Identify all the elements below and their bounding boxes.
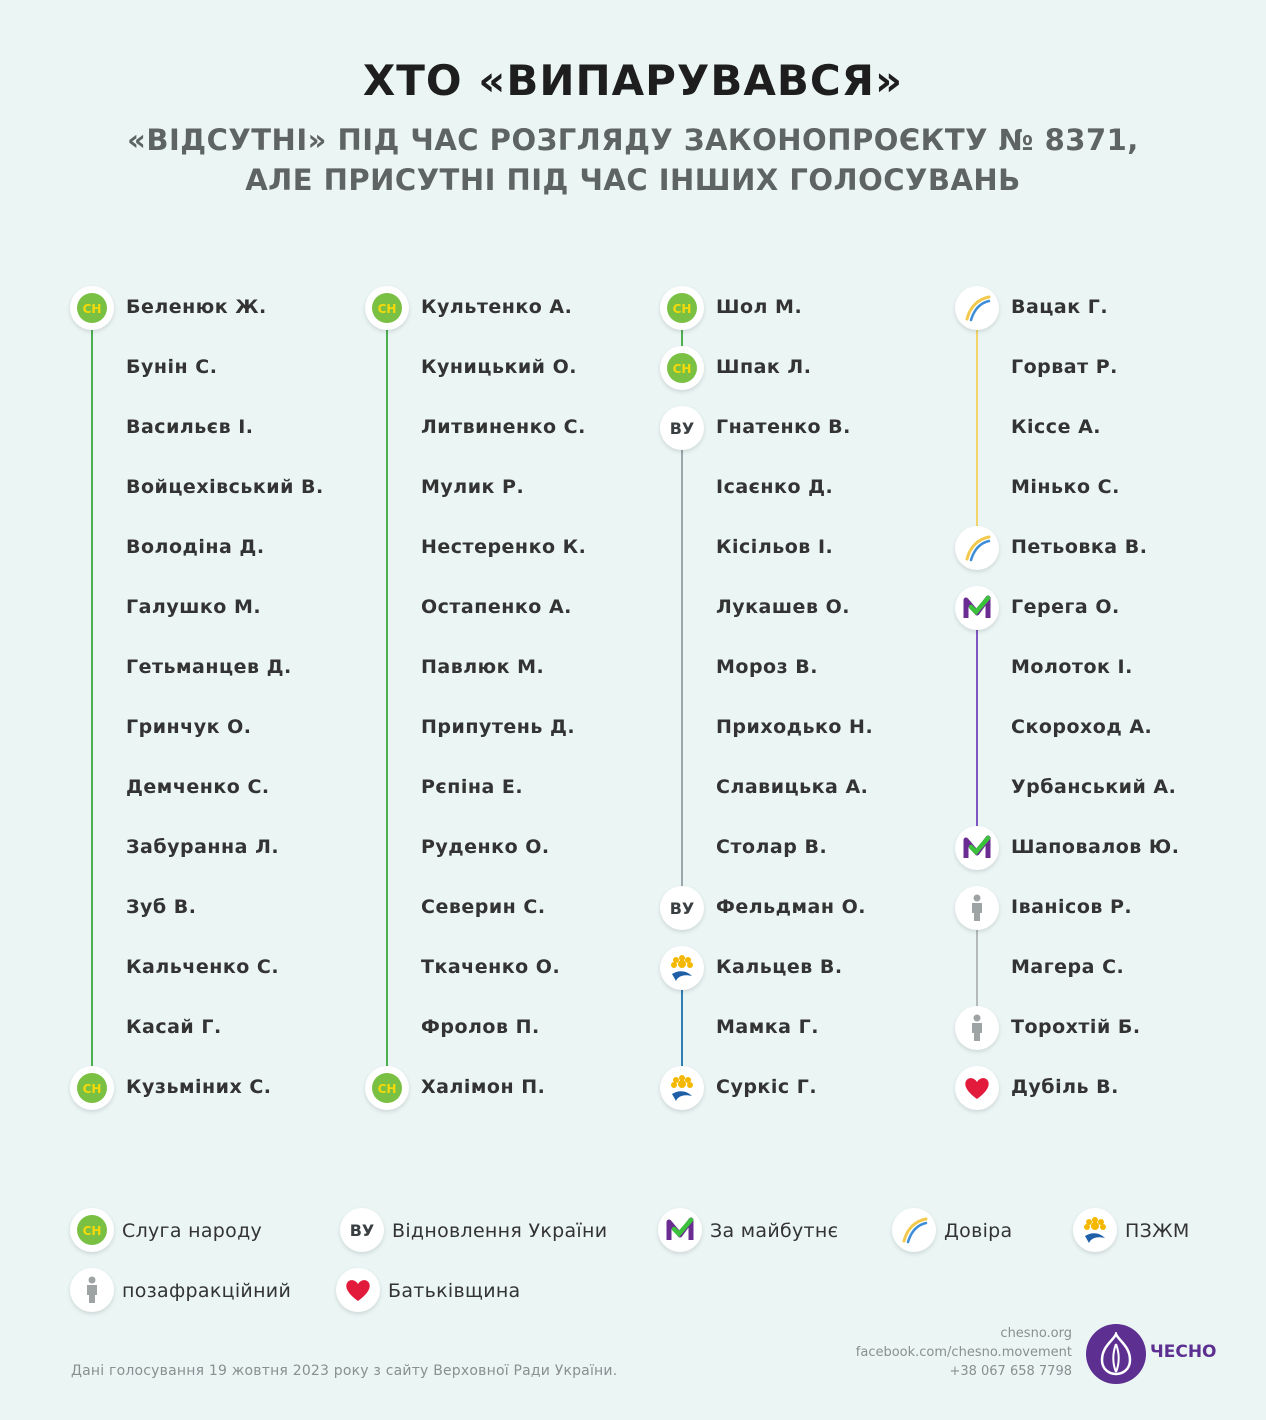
member-row	[660, 998, 950, 1058]
member-name: Фролов П.	[421, 1016, 540, 1038]
member-row	[365, 938, 655, 998]
members-column-2	[365, 278, 655, 1118]
party-dovira-icon	[892, 1208, 936, 1252]
member-name: Столар В.	[716, 836, 828, 858]
member-row	[660, 338, 950, 398]
member-row	[365, 878, 655, 938]
member-name: Мороз В.	[716, 656, 818, 678]
contacts	[856, 1324, 1072, 1381]
member-row	[660, 278, 950, 338]
member-row	[955, 278, 1245, 338]
facebook-link[interactable]: facebook.com/chesno.movement	[855, 1345, 1072, 1360]
party-vidnovlennia-icon	[340, 1208, 384, 1252]
member-row	[365, 698, 655, 758]
svg-text:СН: СН	[82, 1082, 102, 1096]
member-row	[660, 818, 950, 878]
member-name: Кіссе А.	[1011, 416, 1101, 438]
legend-label: позафракційний	[122, 1280, 292, 1302]
member-name: Володіна Д.	[126, 536, 265, 558]
member-name: Демченко С.	[126, 776, 270, 798]
legend-label: ПЗЖМ	[1125, 1220, 1190, 1242]
member-row	[955, 578, 1245, 638]
member-name: Остапенко А.	[421, 596, 572, 618]
member-row	[660, 518, 950, 578]
legend-label: За майбутнє	[710, 1220, 839, 1242]
party-sluha-icon	[70, 1066, 114, 1110]
svg-text:СН: СН	[82, 302, 102, 316]
member-name: Забуранна Л.	[126, 836, 280, 858]
party-pozafraktsiinyi-icon	[955, 886, 999, 930]
member-name: Гринчук О.	[126, 716, 252, 738]
member-row	[660, 578, 950, 638]
party-sluha-icon	[365, 286, 409, 330]
member-name: Гнатенко В.	[716, 416, 851, 438]
party-batkivshchyna-icon	[955, 1066, 999, 1110]
party-sluha-icon	[660, 286, 704, 330]
member-name: Бунін С.	[126, 356, 218, 378]
member-row	[955, 878, 1245, 938]
legend-label: Батьківщина	[388, 1280, 521, 1302]
party-vidnovlennia-icon	[660, 406, 704, 450]
member-name: Петьовка В.	[1011, 536, 1148, 558]
party-sluha-icon	[70, 286, 114, 330]
member-row	[365, 278, 655, 338]
site-link[interactable]: chesno.org	[1000, 1326, 1072, 1341]
member-name: Скороход А.	[1011, 716, 1153, 738]
legend-label: Довіра	[944, 1220, 1013, 1242]
member-name: Нестеренко К.	[421, 536, 587, 558]
member-row	[660, 938, 950, 998]
member-name: Галушко М.	[126, 596, 262, 618]
member-name: Урбанський А.	[1011, 776, 1177, 798]
member-row	[365, 638, 655, 698]
member-row	[955, 638, 1245, 698]
logo-text: ЧЕСНО	[1150, 1342, 1217, 1362]
party-za-maibutnie-icon	[955, 586, 999, 630]
chesno-logo-icon	[1086, 1324, 1146, 1384]
member-row	[70, 398, 360, 458]
member-row	[955, 818, 1245, 878]
member-name: Ткаченко О.	[421, 956, 561, 978]
svg-text:ВУ: ВУ	[669, 419, 695, 438]
member-row	[70, 518, 360, 578]
svg-text:СН: СН	[672, 362, 692, 376]
svg-text:СН: СН	[672, 302, 692, 316]
member-row	[660, 1058, 950, 1118]
member-row	[365, 998, 655, 1058]
member-name: Касай Г.	[126, 1016, 222, 1038]
member-name: Кісільов І.	[716, 536, 834, 558]
member-row	[660, 398, 950, 458]
member-name: Беленюк Ж.	[126, 296, 267, 318]
member-name: Руденко О.	[421, 836, 550, 858]
phone-number: +38 067 658 7798	[949, 1364, 1072, 1379]
party-batkivshchyna-icon	[336, 1268, 380, 1312]
member-name: Приходько Н.	[716, 716, 874, 738]
member-name: Васильєв І.	[126, 416, 254, 438]
member-name: Лукашев О.	[716, 596, 850, 618]
member-name: Славицька А.	[716, 776, 869, 798]
member-name: Суркіс Г.	[716, 1076, 818, 1098]
member-row	[955, 698, 1245, 758]
member-row	[955, 1058, 1245, 1118]
member-row	[365, 518, 655, 578]
member-row	[365, 1058, 655, 1118]
page-subtitle	[0, 120, 1266, 200]
member-row	[955, 518, 1245, 578]
member-row	[955, 398, 1245, 458]
member-name: Кальцев В.	[716, 956, 843, 978]
party-za-maibutnie-icon	[658, 1208, 702, 1252]
member-name: Вацак Г.	[1011, 296, 1109, 318]
member-row	[70, 578, 360, 638]
page-title: ХТО «ВИПАРУВАВСЯ»	[362, 56, 904, 105]
member-name: Войцехівський В.	[126, 476, 324, 498]
member-row	[955, 338, 1245, 398]
member-name: Кальченко С.	[126, 956, 280, 978]
member-row	[365, 458, 655, 518]
member-name: Горват Р.	[1011, 356, 1118, 378]
member-name: Литвиненко С.	[421, 416, 586, 438]
member-name: Магера С.	[1011, 956, 1125, 978]
member-row	[955, 758, 1245, 818]
members-column-1	[70, 278, 360, 1118]
member-row	[955, 998, 1245, 1058]
member-name: Шпак Л.	[716, 356, 812, 378]
member-name: Павлюк М.	[421, 656, 545, 678]
party-pzzhm-icon	[1073, 1208, 1117, 1252]
svg-text:ВУ: ВУ	[349, 1221, 375, 1240]
subtitle-line-2: АЛЕ ПРИСУТНІ ПІД ЧАС ІНШИХ ГОЛОСУВАНЬ	[245, 163, 1021, 197]
member-row	[660, 458, 950, 518]
member-name: Гетьманцев Д.	[126, 656, 292, 678]
legend-label: Слуга народу	[122, 1220, 263, 1242]
member-row	[365, 578, 655, 638]
member-name: Культенко А.	[421, 296, 573, 318]
member-name: Мінько С.	[1011, 476, 1120, 498]
party-pozafraktsiinyi-icon	[70, 1268, 114, 1312]
data-source-note: Дані голосування 19 жовтня 2023 року з сайту Верховної Ради України.	[71, 1363, 618, 1379]
member-name: Халімон П.	[421, 1076, 546, 1098]
subtitle-line-1: «ВІДСУТНІ» ПІД ЧАС РОЗГЛЯДУ ЗАКОНОПРОЄКТУ № 8371,	[127, 123, 1139, 157]
members-column-3	[660, 278, 950, 1118]
member-row	[660, 878, 950, 938]
member-row	[660, 758, 950, 818]
member-name: Северин С.	[421, 896, 546, 918]
member-name: Куницький О.	[421, 356, 577, 378]
member-name: Кузьміних С.	[126, 1076, 272, 1098]
member-name: Припутень Д.	[421, 716, 576, 738]
member-row	[955, 938, 1245, 998]
member-name: Ісаєнко Д.	[716, 476, 834, 498]
member-name: Шол М.	[716, 296, 803, 318]
member-name: Рєпіна Е.	[421, 776, 524, 798]
member-row	[70, 458, 360, 518]
member-row	[70, 878, 360, 938]
member-row	[70, 1058, 360, 1118]
party-sluha-icon	[660, 346, 704, 390]
member-name: Іванісов Р.	[1011, 896, 1133, 918]
legend-label: Відновлення України	[392, 1220, 608, 1242]
member-row	[70, 338, 360, 398]
member-row	[365, 818, 655, 878]
party-dovira-icon	[955, 286, 999, 330]
party-legend	[70, 1208, 1250, 1338]
member-row	[70, 698, 360, 758]
member-name: Зуб В.	[126, 896, 197, 918]
party-sluha-icon	[70, 1208, 114, 1252]
member-row	[70, 758, 360, 818]
party-vidnovlennia-icon	[660, 886, 704, 930]
member-name: Дубіль В.	[1011, 1076, 1119, 1098]
members-column-4	[955, 278, 1245, 1118]
member-name: Мамка Г.	[716, 1016, 819, 1038]
party-pozafraktsiinyi-icon	[955, 1006, 999, 1050]
member-name: Молоток І.	[1011, 656, 1133, 678]
member-name: Герега О.	[1011, 596, 1120, 618]
member-row	[70, 278, 360, 338]
party-dovira-icon	[955, 526, 999, 570]
member-name: Торохтій Б.	[1011, 1016, 1141, 1038]
party-pzzhm-icon	[660, 946, 704, 990]
member-row	[660, 638, 950, 698]
svg-text:СН: СН	[377, 302, 397, 316]
member-row	[70, 998, 360, 1058]
party-sluha-icon	[365, 1066, 409, 1110]
svg-text:СН: СН	[377, 1082, 397, 1096]
svg-text:ВУ: ВУ	[669, 899, 695, 918]
member-name: Шаповалов Ю.	[1011, 836, 1180, 858]
member-name: Мулик Р.	[421, 476, 525, 498]
member-row	[365, 758, 655, 818]
member-row	[365, 338, 655, 398]
member-row	[365, 398, 655, 458]
member-row	[660, 698, 950, 758]
member-row	[70, 938, 360, 998]
member-row	[70, 638, 360, 698]
member-name: Фельдман О.	[716, 896, 866, 918]
svg-text:СН: СН	[82, 1224, 102, 1238]
party-pzzhm-icon	[660, 1066, 704, 1110]
party-za-maibutnie-icon	[955, 826, 999, 870]
member-row	[955, 458, 1245, 518]
member-row	[70, 818, 360, 878]
